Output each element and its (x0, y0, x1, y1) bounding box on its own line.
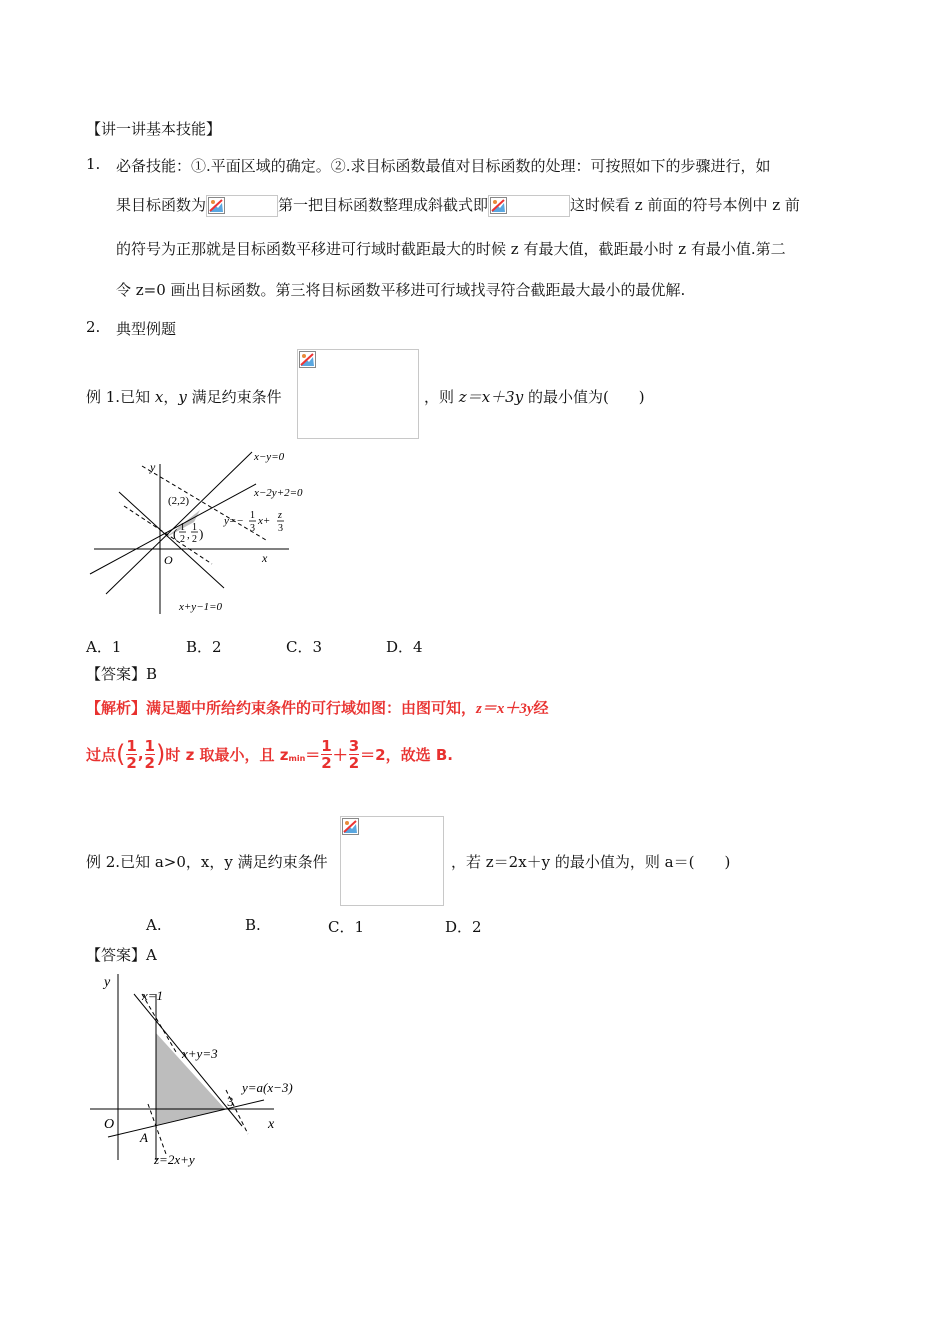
ex1-var-y: y (178, 388, 187, 406)
item1-line2a: 果目标函数为 (116, 196, 207, 214)
ex1-analysis-plus: ＋ (332, 745, 348, 764)
ex1-obj-mid: x+ (258, 515, 271, 527)
ex1-label-l2: x−2y+2=0 (254, 487, 303, 499)
ex1-analysis-paren-close: ) (155, 740, 166, 768)
ex1-obj-d1: 3 (250, 523, 255, 534)
item1-number: 1. (86, 155, 101, 173)
ex1-point-half-n1: 1 (180, 522, 185, 533)
ex1-comma: ， (163, 388, 179, 406)
ex1-option-b: B．2 (186, 638, 222, 656)
ex1-option-a: A．1 (86, 638, 122, 656)
ex1-analysis-eq: ＝ (305, 745, 321, 764)
ex1-analysis-text: 【解析】满足题中所给约束条件的可行域如图：由图可知， (86, 699, 477, 717)
ex1-analysis-line2: 过点 ( $\frac{1}{2}$ , $\frac{1}{2}$ ) 时 z 取最小，且 z min ＝ $\frac{1}{2}$ ＋ $\frac{3}{2}$ ＝2，故选 B. (86, 736, 453, 772)
ex1-point-half-comma: , (187, 529, 190, 541)
ex1-obj-prefix: y=− (224, 515, 244, 527)
ex1-question-tail (424, 386, 645, 407)
ex1-answer: 【答案】B (86, 665, 158, 683)
frac-num: 3 (348, 736, 360, 755)
section-title: 【讲一讲基本技能】 (86, 120, 222, 138)
ex2-answer: 【答案】A (86, 946, 157, 964)
broken-image-icon (299, 351, 316, 368)
frac-den: 2 (321, 753, 332, 772)
ex1-point-half-d2: 2 (192, 534, 197, 545)
frac-num: 1 (126, 736, 137, 755)
ex1-obj-n1: 1 (250, 510, 255, 521)
ex1-expr-z: z (458, 388, 467, 406)
ex1-y-label: y (150, 460, 156, 474)
ex1-constraint-text: 满足约束条件 (186, 388, 282, 406)
item1-line4: 令 z=0 画出目标函数。第三将目标函数平移进可行域找寻符合截距最大最小的最优解. (116, 281, 686, 299)
frac-den: 2 (348, 753, 360, 772)
ex1-analysis-min-sub: min (288, 753, 306, 763)
ex1-origin-label: O (164, 553, 173, 567)
ex1-after: ，则 (424, 388, 459, 406)
ex1-label-l1: x−y=0 (254, 451, 285, 463)
ex2-label-l2: x+y=3 (182, 1046, 218, 1061)
ex1-point-half-close: ) (199, 526, 204, 541)
ex2-option-a: A. (146, 916, 162, 934)
item1-line2c: 这时候看 z 前面的符号本例中 z 前 (570, 196, 800, 214)
ex2-label-l1: x=1 (142, 988, 164, 1003)
ex1-analysis-z: z＝x＋3y (476, 701, 534, 717)
ex1-x-label: x (262, 551, 268, 565)
ex2-graph (84, 964, 324, 1174)
ex1-obj-d2: 3 (278, 523, 283, 534)
ex1-constraint-image (297, 349, 419, 439)
ex1-graph (84, 446, 324, 620)
ex2-option-d: D．2 (445, 918, 482, 936)
ex2-y-label: y (104, 975, 111, 990)
ex1-analysis-min-text: 时 z 取最小，且 z (165, 745, 289, 764)
item2-label: 典型例题 (116, 320, 177, 338)
item1-line1: 必备技能：①.平面区域的确定。②.求目标函数最值对目标函数的处理：可按照如下的步骤进行，如 (116, 157, 771, 175)
frac-num: 1 (144, 736, 155, 755)
ex1-analysis-frac1 (321, 738, 331, 771)
ex1-point-half-n2: 1 (192, 522, 197, 533)
ex1-tail: 的最小值为( ) (523, 388, 645, 406)
ex2-label-l3: y=a(x−3) (242, 1080, 293, 1095)
frac-den: 2 (126, 753, 137, 772)
item1-line2b: 第一把目标函数整理成斜截式即 (278, 196, 489, 214)
broken-image-formula1 (206, 195, 278, 217)
ex1-expr-rest: ＝x＋3y (466, 388, 524, 406)
item2-number: 2. (86, 318, 101, 336)
item1-line3: 的符号为正那就是目标函数平移进可行域时截距最大的时候 z 有最大值，截距最小时 z 有最小值.第二 (116, 240, 786, 258)
ex1-obj-n2: z (278, 510, 282, 521)
item1-line2 (116, 194, 800, 217)
ex1-var-x: x (154, 388, 164, 406)
ex2-x-label: x (268, 1117, 275, 1132)
ex1-label-l3: x+y−1=0 (179, 601, 223, 613)
ex1-analysis-frac-x (126, 738, 136, 771)
ex1-objective-line1 (142, 466, 266, 540)
ex2-origin-label: O (104, 1117, 115, 1132)
broken-image-icon (342, 818, 359, 835)
ex1-option-c: C．3 (286, 638, 323, 656)
broken-image-icon (490, 197, 507, 214)
ex1-analysis-line1 (86, 697, 549, 718)
ex1-prefix: 例 1.已知 (86, 388, 155, 406)
ex2-constraint-image (340, 816, 444, 906)
ex1-analysis-paren-open: ( (116, 740, 126, 768)
ex2-question: 例 2.已知 a>0，x，y 满足约束条件 (86, 853, 328, 871)
ex2-label-l4: z=2x+y (154, 1152, 195, 1167)
ex2-point-3: 3 (227, 1094, 234, 1109)
ex2-option-b: B. (245, 916, 261, 934)
frac-num: 1 (321, 736, 332, 755)
ex2-option-c: C．1 (328, 918, 365, 936)
broken-image-formula2 (488, 195, 570, 217)
ex1-point-half-d1: 2 (180, 534, 185, 545)
ex1-analysis-end: ＝2，故选 B. (360, 745, 453, 764)
ex1-analysis-frac-y (145, 738, 155, 771)
ex1-analysis-guodian: 过点 (86, 745, 117, 764)
ex1-option-d: D．4 (386, 638, 423, 656)
frac-den: 2 (144, 753, 155, 772)
ex1-analysis-frac2 (349, 738, 359, 771)
broken-image-icon (208, 197, 225, 214)
ex1-analysis-jing: 经 (533, 699, 549, 717)
ex1-point-22: (2,2) (168, 495, 190, 507)
ex1-question (86, 386, 282, 407)
ex2-point-a: A (140, 1130, 148, 1145)
ex1-point-half-open: ( (173, 526, 178, 541)
ex2-question-tail: ，若 z＝2x＋y 的最小值为，则 a＝( ) (451, 853, 731, 871)
